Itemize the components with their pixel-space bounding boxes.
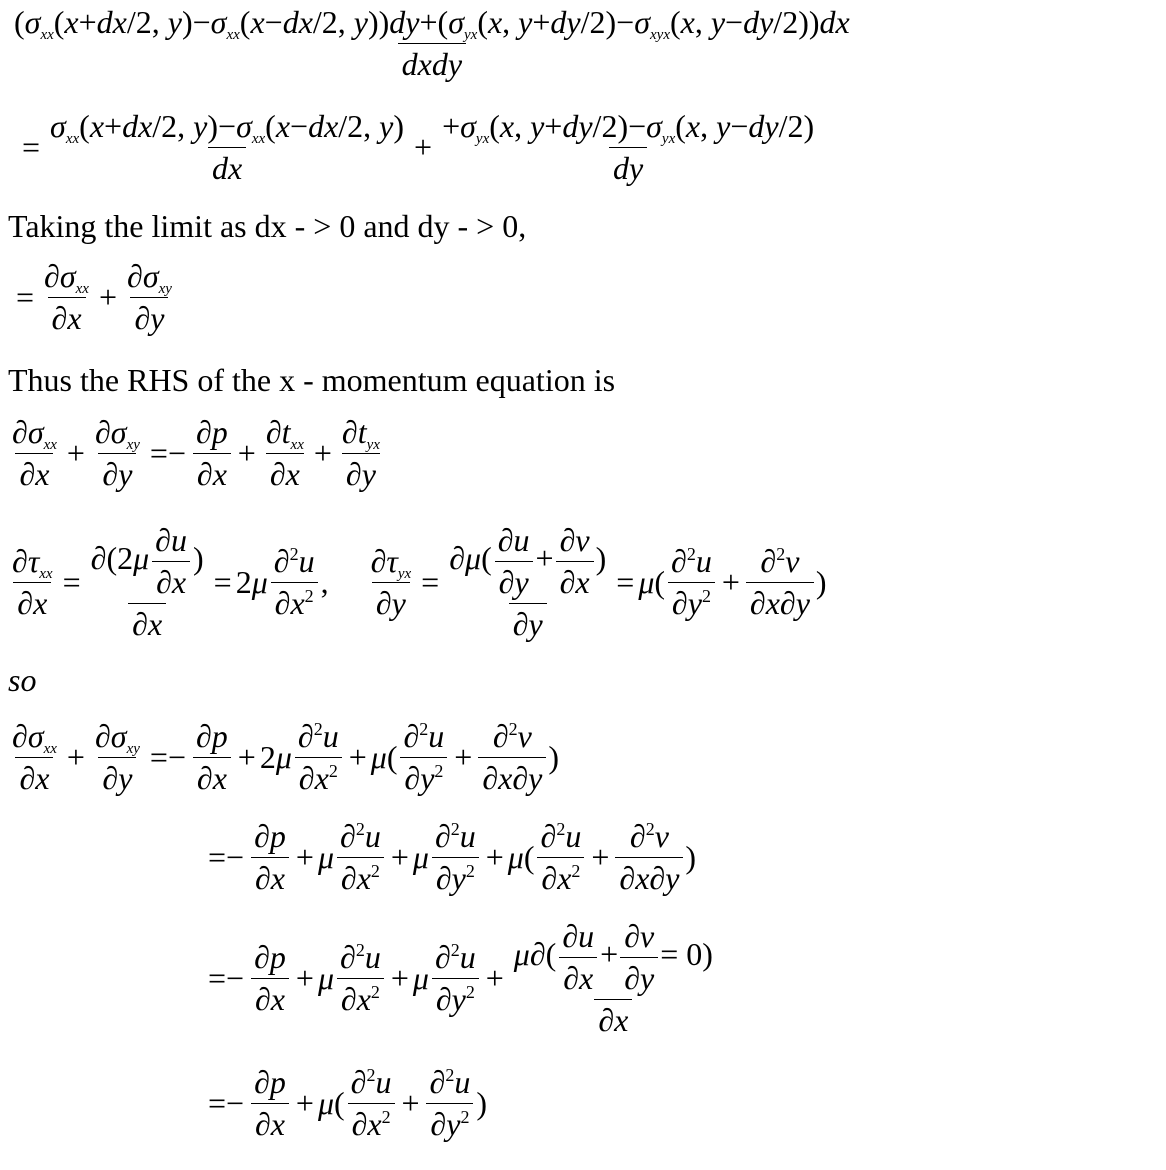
equation-7: =− $\frac{\partial p}{\partial x}$ + μ $\frac{\partial^2u}{\partial x^2}$ + μ $\frac{\partial^2u}{\partial y^2}$ + μ ( $\frac{\partial^2u}{\partial x^2}$ + $\frac{\partial^2v}{\partial x\partial y}$ ) bbox=[208, 818, 697, 896]
equation-5: $\frac{\partial\tau_{xx}}{\partial x}$ = ∂(2μ $\frac{\partial u}{\partial x}$ ) ∂x = 2 μ $\frac{\partial^2u}{\partial x^2}$ , $\frac{\partial\tau_{yx}}{\partial y}$ = ∂μ( $\frac{\partial u}{\partial y}$ + $\frac{\partial v}{\partial x}$ ) ∂y = μ ( $\frac{\partial^2u}{\partial y^2}$ + $\frac{\partial^2v}{\partial x\partial y}$ ) bbox=[12, 522, 827, 642]
so-text: so bbox=[8, 662, 37, 698]
equation-4: $\frac{\partial\sigma_{xx}}{\partial x}$ + $\frac{\partial\sigma_{xy}}{\partial y}$ =− $\frac{\partial p}{\partial x}$ + $\frac{\partial t_{xx}}{\partial x}$ + $\frac{\partial t_{yx}}{\partial y}$ bbox=[12, 414, 380, 492]
limit-text: Taking the limit as dx - > 0 and dy - > 0, bbox=[8, 208, 527, 244]
equation-9: =− $\frac{\partial p}{\partial x}$ + μ ( $\frac{\partial^2u}{\partial x^2}$ + $\frac{\partial^2u}{\partial y^2}$ ) bbox=[208, 1064, 487, 1142]
equation-2: = $\frac{\sigma_{xx}(x+dx/2, y)-\sigma_{xx}(x-dx/2, y)}{dx}$ + $\frac{+\sigma_{yx}(x, y+dy/2)-\sigma_{yx}(x, y-dy/2)}{dy}$ bbox=[22, 108, 815, 186]
equation-8: =− $\frac{\partial p}{\partial x}$ + μ $\frac{\partial^2u}{\partial x^2}$ + μ $\frac{\partial^2u}{\partial y^2}$ + μ∂( $\frac{\partial u}{\partial x}$ + $\frac{\partial v}{\partial y}$ = 0) ∂x bbox=[208, 918, 713, 1038]
rhs-text: Thus the RHS of the x - momentum equation is bbox=[8, 362, 616, 398]
equation-1: ($\sigma_{xx}(x+dx/2$, $y)-\sigma_{xx}(x-dx/2$, $y))dy+(\sigma_{yx}(x$, $y+dy/2)-\sigma_{xyx}(x$, y−dy/2))dx dxdy bbox=[14, 4, 850, 82]
equation-6: $\frac{\partial\sigma_{xx}}{\partial x}$ + $\frac{\partial\sigma_{xy}}{\partial y}$ =− $\frac{\partial p}{\partial x}$ + 2 μ $\frac{\partial^2u}{\partial x^2}$ + μ ( $\frac{\partial^2u}{\partial y^2}$ + $\frac{\partial^2v}{\partial x\partial y}$ ) bbox=[12, 718, 560, 796]
equation-3: = $\frac{\partial\sigma_{xx}}{\partial x}$ + $\frac{\partial\sigma_{xy}}{\partial y}$ bbox=[16, 258, 172, 336]
